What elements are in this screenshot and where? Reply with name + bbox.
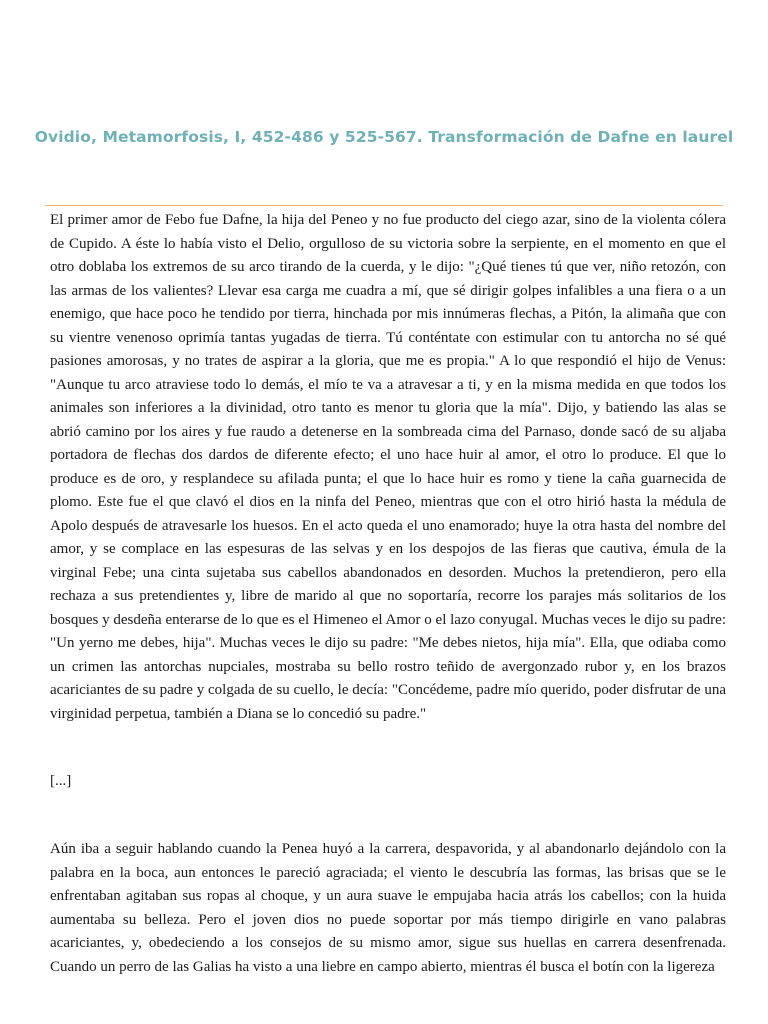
ellipsis-marker: [...] — [50, 773, 72, 789]
title-divider — [45, 205, 723, 206]
paragraph-2: Aún iba a seguir hablando cuando la Penea huyó a la carrera, despavorida, y al abandonarlo dejándolo con la palabra en la boca, aun entonces le pareció agraciada; el viento le descubría las formas, las brisas que se le enfrentaban agitaban sus ropas al choque, y un aura suave le empujaba hacia atrás los cabellos; con la huida aumentaba su belleza. Pero el joven dios no puede soportar por más tiempo dirigirle en vano palabras acariciantes, y, obedeciendo a los consejos de su mismo amor, sigue sus huellas en carrera desenfrenada. Cuando un perro de las Galias ha visto a una liebre en campo abierto, mientras él busca el botín con la ligereza — [50, 841, 726, 975]
page-title: Ovidio, Metamorfosis, I, 452-486 y 525-567. Transformación de Dafne en laurel — [34, 128, 734, 146]
paragraph-1: El primer amor de Febo fue Dafne, la hija del Peneo y no fue producto del ciego azar, sino de la violenta cólera de Cupido. A éste lo había visto el Delio, orgulloso de su victoria sobre la serpiente, en el momento en que el otro doblaba los extremos de su arco tirando de la cuerda, y le dijo: "¿Qué tienes tú que ver, niño retozón, con las armas de los valientes? Llevar esa carga me cuadra a mí, que sé dirigir golpes infalibles a una fiera o a un enemigo, que hace poco he tendido por tierra, hinchada por mis innúmeras flechas, a Pitón, la alimaña que con su vientre venenoso oprimía tantas yugadas de tierra. Tú conténtate con estimular con tu antorcha no sé qué pasiones amorosas, y no trates de aspirar a la gloria, que me es propia." A lo que respondió el hijo de Venus: "Aunque tu arco atraviese todo lo demás, el mío te va a atravesar a ti, y en la misma medida en que todos los animales son inferiores a la divinidad, otro tanto es menor tu gloria que la mía". Dijo, y batiendo las alas se abrió camino por los aires y fue raudo a detenerse en la sombreada cima del Parnaso, donde sacó de su aljaba portadora de flechas dos dardos de diferente efecto; el uno hace huir al amor, el otro lo produce. El que lo produce es de oro, y resplandece su afilada punta; el que lo hace huir es romo y tiene la caña guarnecida de plomo. Este fue el que clavó el dios en la ninfa del Peneo, mientras que con el otro hirió hasta la médula de Apolo después de atravesarle los huesos. En el acto queda el uno enamorado; huye la otra hasta del nombre del amor, y se complace en las espesuras de las selvas y en los despojos de las fieras que cautiva, émula de la virginal Febe; una cinta sujetaba sus cabellos abandonados en desorden. Muchos la pretendieron, pero ella rechaza a sus pretendientes y, libre de marido al que no soportaría, recorre los parajes más solitarios de los bosques y desdeña enterarse de lo que es el Himeneo el Amor o el lazo conyugal. Muchas veces le dijo su padre: "Un yerno me debes, hija". Muchas veces le dijo su padre: "Me debes nietos, hija mía". Ella, que odiaba como un crimen las antorchas nupciales, mostraba su bello rostro teñido de avergonzado rubor y, en los brazos acariciantes de su padre y colgada de su cuello, le decía: "Concédeme, padre mío querido, poder disfrutar de una virginidad perpetua, también a Diana se lo concedió su padre." — [50, 212, 726, 722]
